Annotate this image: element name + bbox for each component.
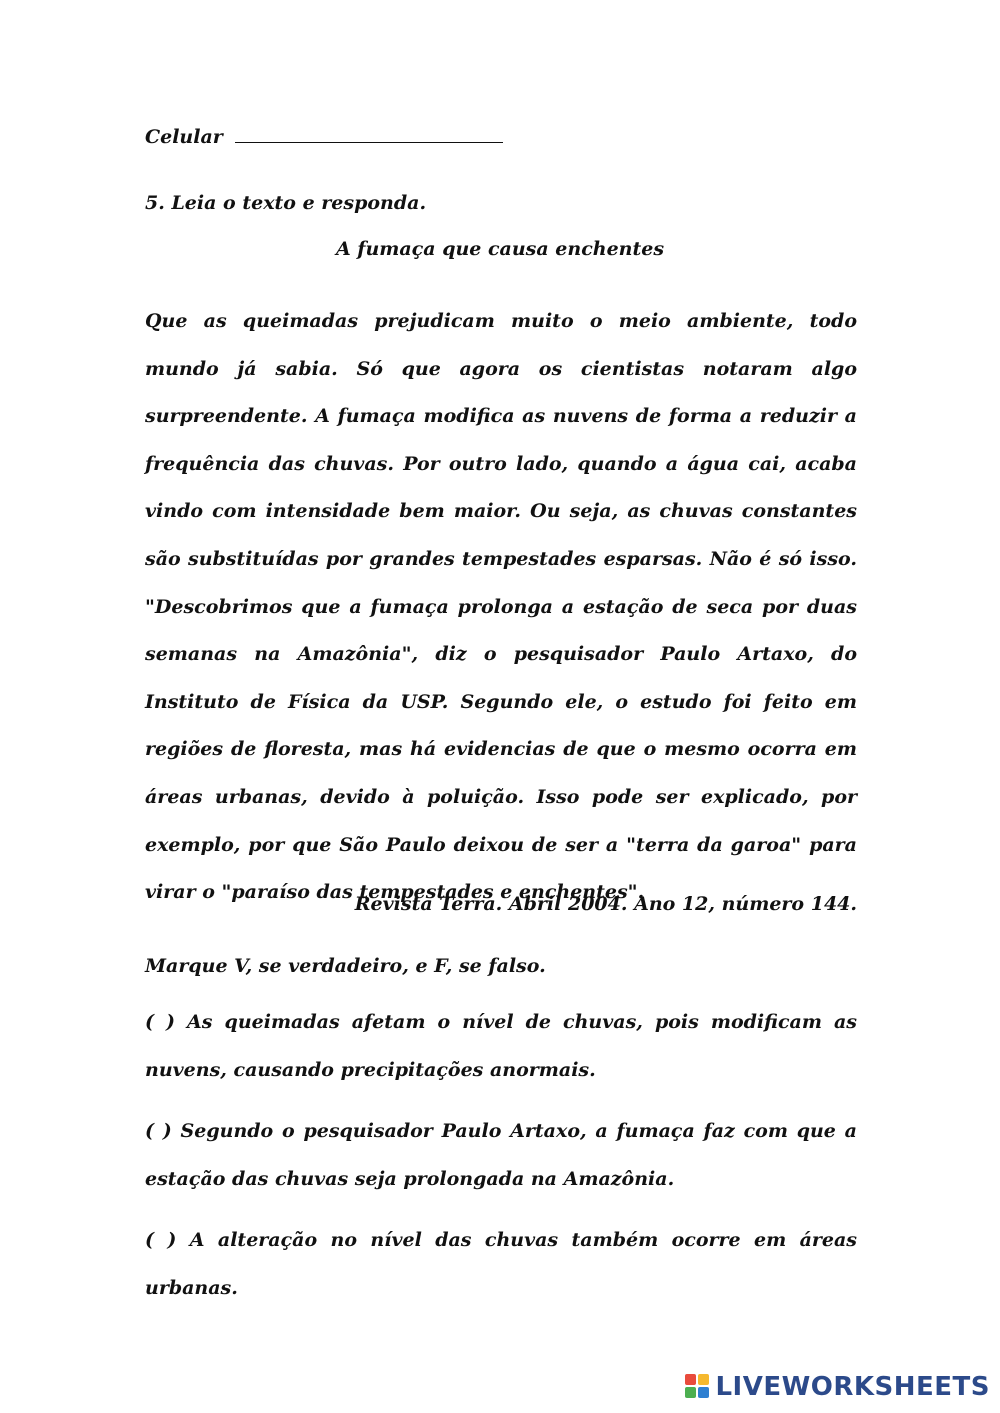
liveworksheets-logo-text: LIVEWORKSHEETS xyxy=(715,1372,990,1402)
celular-label: Celular xyxy=(145,126,223,148)
liveworksheets-logo-icon xyxy=(685,1374,711,1400)
liveworksheets-logo xyxy=(685,1369,990,1405)
celular-blank-line[interactable] xyxy=(235,128,503,143)
statement-3[interactable]: ( ) A alteração no nível das chuvas também ocorre em áreas urbanas. xyxy=(145,1229,857,1299)
reading-paragraph: Que as queimadas prejudicam muito o meio ambiente, todo mundo já sabia. Só que agora os cientistas notaram algo surpreendente. A fumaça modifica as nuvens de forma a reduzir a frequência das chuvas. Por outro lado, quando a água cai, acaba vindo com intensidade bem maior. Ou seja, as chuvas constantes são substituídas por grandes tempestades esparsas. Não é só isso. "Descobrimos que a fumaça prolonga a estação de seca por duas semanas na Amazônia", diz o pesquisador Paulo Artaxo, do Instituto de Física da USP. Segundo ele, o estudo foi feito em regiões de floresta, mas há evidencias de que o mesmo ocorra em áreas urbanas, devido à poluição. Isso pode ser explicado, por exemplo, por que São Paulo deixou de ser a "terra da garoa" para virar o "paraíso das tempestades e enchentes". xyxy=(145,310,857,904)
exercise-instruction: 5. Leia o texto e responda. xyxy=(145,192,427,214)
text-title: A fumaça que causa enchentes xyxy=(335,238,665,260)
celular-field-row xyxy=(145,126,503,148)
question-prompt: Marque V, se verdadeiro, e F, se falso. xyxy=(145,955,546,977)
statement-2[interactable]: ( ) Segundo o pesquisador Paulo Artaxo, a fumaça faz com que a estação das chuvas seja prolongada na Amazônia. xyxy=(145,1120,857,1190)
statement-1[interactable]: ( ) As queimadas afetam o nível de chuvas, pois modificam as nuvens, causando precipitações anormais. xyxy=(145,1011,857,1081)
text-source: Revista Terra. Abril 2004. Ano 12, número 144. xyxy=(354,893,857,915)
